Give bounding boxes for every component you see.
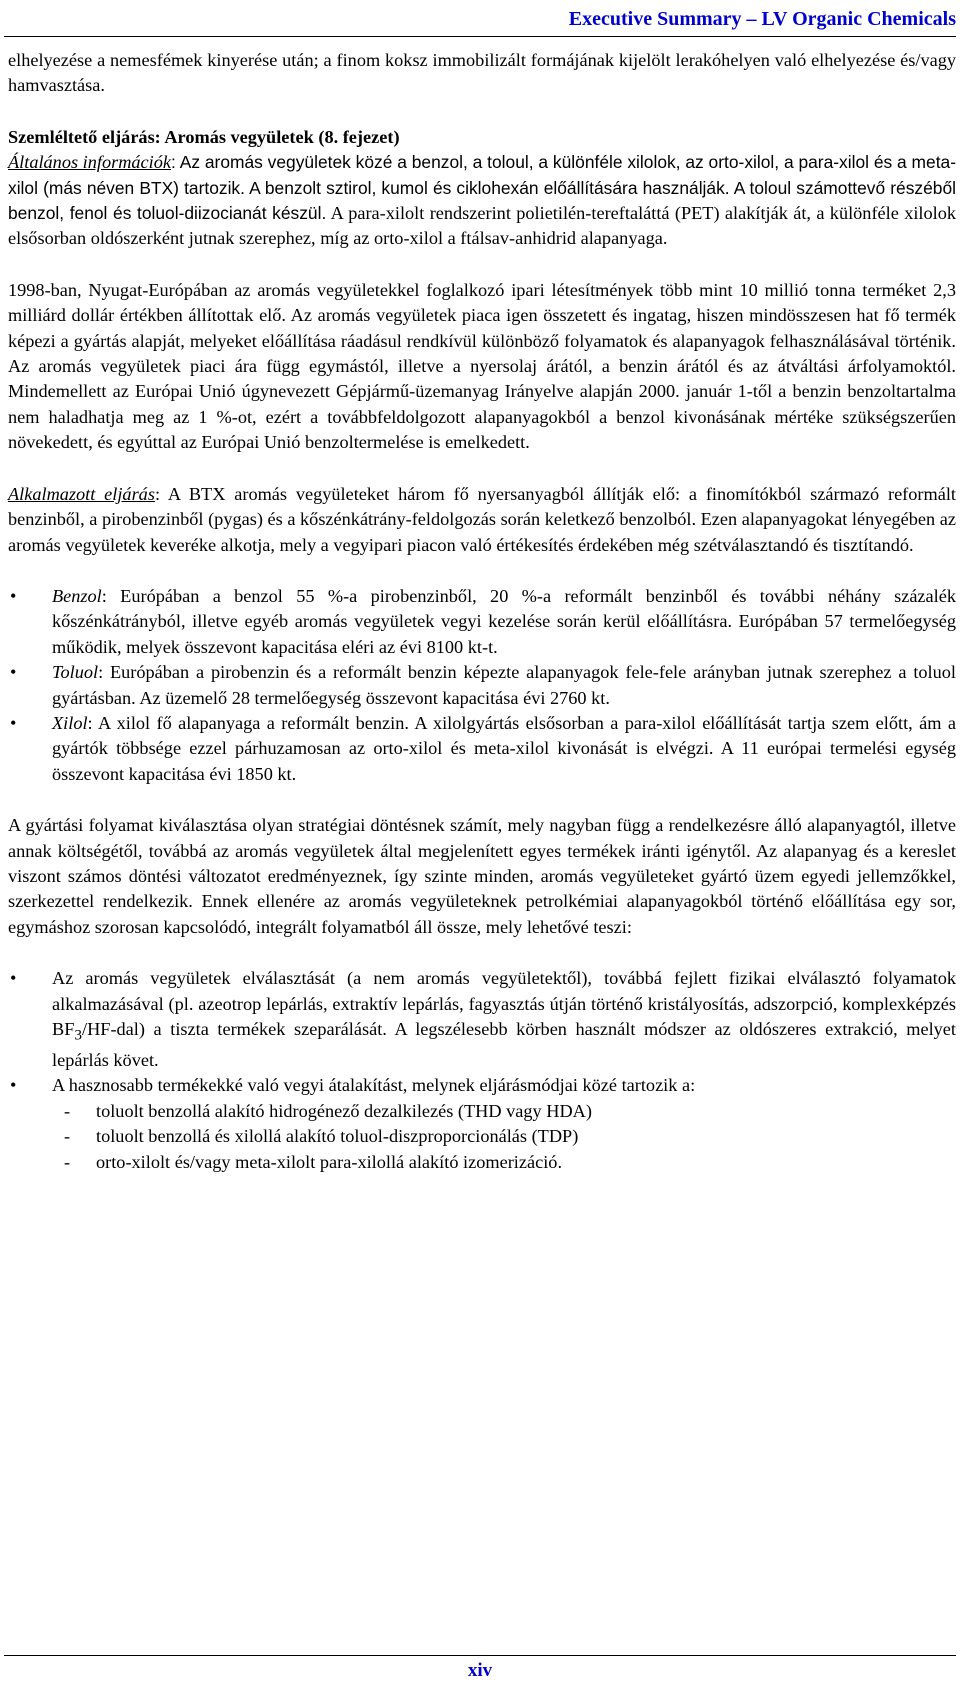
- list-item-conversion: [8, 1073, 956, 1098]
- general-text-b: A para-xilolt rendszerint polietilén-tereftaláttá (PET) alakítják át, a különféle xilolok elsősorban oldószerként jutnak szerephez, míg az orto-xilol a ftálsav-anhidrid alapanyaga.: [8, 203, 956, 249]
- dash-item: [8, 1099, 956, 1124]
- product-name: Toluol: [52, 662, 99, 683]
- dash-glyph: -: [64, 1100, 71, 1121]
- bullet-glyph: •: [10, 1075, 17, 1096]
- applied-label: Alkalmazott eljárás: [8, 483, 155, 504]
- dash-item: [8, 1150, 956, 1175]
- bullet1-text-a: Az aromás vegyületek elválasztását (a nem aromás vegyületektől), továbbá fejlett fizikai elválasztó folyamatok alkalmazásával (pl. azeotrop lepárlás, extraktív lepárlás, fagyasztás útján történő kristályosítás, adszorpció, komplexképzés BF: [52, 968, 956, 1039]
- paragraph-applied: [8, 482, 956, 558]
- product-text: : Európában a pirobenzin és a reformált benzin képezte alapanyagok fele-fele arányban jutnak szerephez a toluol gyártásban. Az üzemelő 28 termelőegység összevont kapacitása évi 2760 kt.: [52, 662, 956, 708]
- product-text: : Európában a benzol 55 %-a pirobenzinből, 20 %-a reformált benzinből és további néhány százalék kőszénkátrányból, illetve egyéb aromás vegyületek vegyi kezelése során kerül előállításra. Európában 57 termelőegység működik, melyek összevont kapacitása eléri az évi 8100 kt-t.: [52, 585, 956, 657]
- applied-text: : A BTX aromás vegyületeket három fő nyersanyagból állítják elő: a finomítókból származó reformált benzinből, a pirobenzinből (pygas) és a kőszénkátrány-feldolgozás során keletkező benzolból. Ezen alapanyagokat lényegében az aromás vegyületek keveréke alkotja, mely a vegyipari piacon való értékesítés érdekében még szétválasztandó és tisztítandó.: [8, 483, 956, 555]
- header-title: Executive Summary – LV Organic Chemicals: [568, 8, 956, 30]
- bullet-glyph: •: [10, 585, 17, 606]
- paragraph-market: 1998-ban, Nyugat-Európában az aromás vegyületekkel foglalkozó ipari létesítmények több mint 10 millió tonna terméket 2,3 milliárd dollár értékben állítottak elő. Az aromás vegyületek piaca igen összetett és ingatag, hiszen mindösszesen hat fő termék képezi a gyártás alapját, melyeket előállítása ráadásul rendkívül különböző folyamatok és alapanyagok felhasználásával történik. Az aromás vegyületek piaci ára függ egymástól, illetve a nyersolaj árától, a benzin árától és az átváltási árfolyamoktól. Mindemellett az Európai Unió úgynevezett Gépjármű-üzemanyag Irányelve alapján 2000. január 1-től a benzin benzoltartalma nem haladhatja meg az 1 %-ot, ezért a továbbfeldolgozott alapanyagokból a benzol kivonásának mértéke szükségszerűen növekedett, és egyúttal az Európai Unió benzoltermelése is emelkedett.: [8, 279, 956, 453]
- product-name: Benzol: [52, 585, 102, 606]
- document-body: [8, 48, 956, 1175]
- bullet-glyph: •: [10, 712, 17, 733]
- list-item-benzol: [8, 584, 956, 660]
- bullet1-text-b: /HF-dal) a tiszta termékek szeparálását. A legszélesebb körben használt módszer az oldószeres extrakció, melyet lepárlás követ.: [52, 1019, 956, 1071]
- list-item-toluol: [8, 660, 956, 711]
- dash-text: toluolt benzollá alakító hidrogénező dezalkilezés (THD vagy HDA): [96, 1100, 592, 1121]
- product-list: [8, 584, 956, 787]
- list-item-xilol: [8, 711, 956, 787]
- dash-text: orto-xilolt és/vagy meta-xilolt para-xilollá alakító izomerizáció.: [96, 1151, 563, 1172]
- dash-item: [8, 1124, 956, 1149]
- product-name: Xilol: [52, 712, 88, 733]
- paragraph-process: A gyártási folyamat kiválasztása olyan stratégiai döntésnek számít, mely nagyban függ a rendelkezésre álló alapanyagtól, illetve annak költségétől, továbbá az aromás vegyületek által megjelenített egyes termékek iránti igénytől. Az alapanyag és a kereslet viszont számos döntési változatot eredményeznek, így szinte minden, aromás vegyületeket gyártó üzem egyedi jellemzőkkel, szerkezettel rendelkezik. Ennek ellenére az aromás vegyületeknek petrolkémiai alapanyagokból történő előállítása egy sor, egymáshoz szorosan kapcsolódó, integrált folyamatból áll össze, mely lehetővé teszi:: [8, 815, 956, 937]
- dash-text: toluolt benzollá és xilollá alakító toluol-diszproporcionálás (TDP): [96, 1126, 579, 1147]
- dash-glyph: -: [64, 1151, 71, 1172]
- bullet-glyph: •: [10, 968, 17, 989]
- page-number: xiv: [467, 1660, 493, 1681]
- general-label: Általános információk: [8, 152, 172, 173]
- page-footer: [4, 1655, 956, 1682]
- bullet-glyph: •: [10, 662, 17, 683]
- paragraph-general: [8, 150, 956, 252]
- paragraph-intro: elhelyezése a nemesfémek kinyerése után; a finom koksz immobilizált formájának kijelölt lerakóhelyen való elhelyezése és/vagy hamvasztása.: [8, 50, 956, 96]
- product-text: : A xilol fő alapanyaga a reformált benzin. A xilolgyártás elsősorban a para-xilol előállítását tartja szem előtt, ám a gyártók többsége ezzel párhuzamosan az orto-xilol és meta-xilol kivonását is elvégzi. A 11 európai termelési egység összevont kapacitása évi 1850 kt.: [52, 712, 956, 784]
- bullet2-text: A hasznosabb termékekké való vegyi átalakítást, melynek eljárásmódjai közé tartozik a:: [52, 1075, 696, 1096]
- list-item-separation: [8, 966, 956, 1073]
- dash-glyph: -: [64, 1126, 71, 1147]
- running-header: [4, 6, 956, 37]
- bullet1-subscript: 3: [74, 1026, 82, 1044]
- process-list: [8, 966, 956, 1099]
- section-heading: Szemléltető eljárás: Aromás vegyületek (8. fejezet): [8, 126, 400, 147]
- general-text-a: : Az aromás vegyületek közé a benzol, a toloul, a különféle xilolok, az orto-xilol, a para-xilol és a meta-xilol (más néven BTX) tartozik. A benzolt sztirol, kumol és ciklohexán előállítására használják. A toloul számottevő részéből benzol, fenol és toluol-diizocianát készül.: [8, 152, 957, 224]
